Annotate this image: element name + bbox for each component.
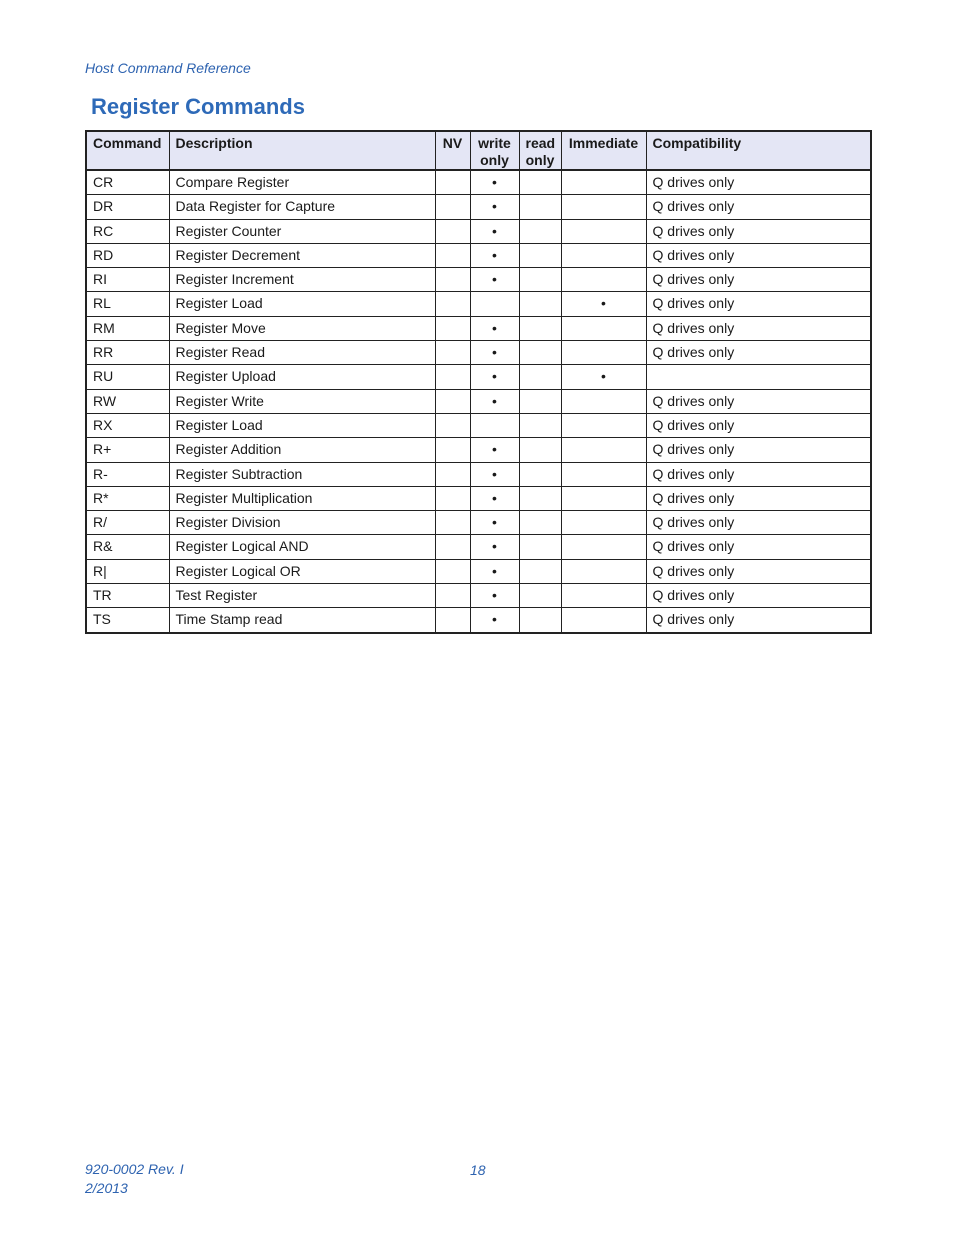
section-title: Register Commands: [91, 94, 305, 119]
cell-command: TS: [86, 608, 169, 633]
cell-command: RU: [86, 365, 169, 389]
cell-nv: [435, 535, 470, 559]
cell-command: R/: [86, 511, 169, 535]
cell-description: Register Decrement: [169, 243, 435, 267]
cell-read-only: [519, 195, 561, 219]
cell-compatibility: Q drives only: [646, 535, 871, 559]
cell-write-only: •: [470, 170, 519, 195]
cell-immediate: [561, 438, 646, 462]
cell-nv: [435, 195, 470, 219]
cell-nv: [435, 341, 470, 365]
cell-immediate: [561, 608, 646, 633]
cell-description: Register Move: [169, 316, 435, 340]
cell-compatibility: Q drives only: [646, 268, 871, 292]
column-header-write-only-line2: only: [480, 152, 509, 168]
cell-nv: [435, 389, 470, 413]
cell-description: Register Subtraction: [169, 462, 435, 486]
cell-read-only: [519, 535, 561, 559]
cell-command: RX: [86, 413, 169, 437]
cell-immediate: [561, 389, 646, 413]
cell-command: RL: [86, 292, 169, 316]
table-row: [86, 170, 871, 195]
cell-nv: [435, 486, 470, 510]
cell-compatibility: Q drives only: [646, 292, 871, 316]
cell-write-only: [470, 292, 519, 316]
table-row: [86, 486, 871, 510]
cell-command: R&: [86, 535, 169, 559]
cell-nv: [435, 292, 470, 316]
cell-nv: [435, 511, 470, 535]
cell-description: Register Division: [169, 511, 435, 535]
cell-command: TR: [86, 584, 169, 608]
cell-command: RD: [86, 243, 169, 267]
cell-immediate: [561, 195, 646, 219]
cell-nv: [435, 413, 470, 437]
cell-nv: [435, 608, 470, 633]
cell-immediate: [561, 268, 646, 292]
cell-write-only: •: [470, 268, 519, 292]
cell-compatibility: Q drives only: [646, 438, 871, 462]
cell-read-only: [519, 559, 561, 583]
cell-nv: [435, 365, 470, 389]
cell-nv: [435, 268, 470, 292]
table-row: [86, 219, 871, 243]
cell-command: DR: [86, 195, 169, 219]
cell-compatibility: Q drives only: [646, 195, 871, 219]
cell-compatibility: [646, 365, 871, 389]
column-header-read-only-line2: only: [525, 152, 555, 168]
cell-write-only: •: [470, 195, 519, 219]
cell-write-only: •: [470, 316, 519, 340]
cell-description: Register Logical AND: [169, 535, 435, 559]
cell-description: Register Increment: [169, 268, 435, 292]
register-commands-table: [85, 130, 872, 634]
table-row: [86, 413, 871, 437]
cell-nv: [435, 243, 470, 267]
table-row: [86, 195, 871, 219]
cell-compatibility: Q drives only: [646, 413, 871, 437]
cell-read-only: [519, 511, 561, 535]
cell-write-only: •: [470, 341, 519, 365]
cell-read-only: [519, 268, 561, 292]
cell-compatibility: Q drives only: [646, 486, 871, 510]
cell-write-only: •: [470, 511, 519, 535]
running-header: Host Command Reference: [85, 60, 251, 76]
cell-command: R+: [86, 438, 169, 462]
table-row: [86, 438, 871, 462]
table-row: [86, 559, 871, 583]
cell-compatibility: Q drives only: [646, 462, 871, 486]
cell-immediate: [561, 170, 646, 195]
cell-compatibility: Q drives only: [646, 389, 871, 413]
cell-write-only: •: [470, 389, 519, 413]
cell-immediate: [561, 219, 646, 243]
column-header-write-only: [470, 131, 519, 170]
cell-description: Register Load: [169, 413, 435, 437]
table-row: [86, 268, 871, 292]
cell-read-only: [519, 243, 561, 267]
cell-compatibility: Q drives only: [646, 170, 871, 195]
cell-description: Test Register: [169, 584, 435, 608]
cell-immediate: [561, 341, 646, 365]
cell-nv: [435, 170, 470, 195]
cell-compatibility: Q drives only: [646, 511, 871, 535]
table-row: [86, 316, 871, 340]
table-body: [86, 170, 871, 633]
table-row: [86, 584, 871, 608]
cell-nv: [435, 219, 470, 243]
column-header-nv: NV: [435, 131, 470, 170]
table-row: [86, 535, 871, 559]
cell-description: Data Register for Capture: [169, 195, 435, 219]
cell-command: RC: [86, 219, 169, 243]
cell-write-only: •: [470, 535, 519, 559]
table-row: [86, 462, 871, 486]
cell-description: Register Load: [169, 292, 435, 316]
table-row: [86, 365, 871, 389]
cell-command: RR: [86, 341, 169, 365]
cell-immediate: [561, 559, 646, 583]
cell-description: Register Logical OR: [169, 559, 435, 583]
column-header-write-only-line1: write: [478, 135, 511, 151]
cell-write-only: •: [470, 608, 519, 633]
cell-nv: [435, 316, 470, 340]
cell-write-only: •: [470, 559, 519, 583]
cell-command: R-: [86, 462, 169, 486]
cell-write-only: •: [470, 243, 519, 267]
column-header-compatibility: Compatibility: [646, 131, 871, 170]
cell-write-only: •: [470, 462, 519, 486]
cell-description: Compare Register: [169, 170, 435, 195]
cell-command: RM: [86, 316, 169, 340]
cell-read-only: [519, 584, 561, 608]
column-header-immediate: Immediate: [561, 131, 646, 170]
cell-write-only: •: [470, 219, 519, 243]
cell-immediate: [561, 413, 646, 437]
table-row: [86, 389, 871, 413]
table-row: [86, 341, 871, 365]
cell-write-only: [470, 413, 519, 437]
cell-compatibility: Q drives only: [646, 584, 871, 608]
cell-nv: [435, 559, 470, 583]
cell-command: RI: [86, 268, 169, 292]
column-header-read-only-line1: read: [525, 135, 556, 151]
cell-write-only: •: [470, 438, 519, 462]
cell-description: Register Multiplication: [169, 486, 435, 510]
cell-compatibility: Q drives only: [646, 608, 871, 633]
cell-nv: [435, 584, 470, 608]
cell-write-only: •: [470, 486, 519, 510]
table-row: [86, 243, 871, 267]
cell-immediate: [561, 316, 646, 340]
cell-write-only: •: [470, 365, 519, 389]
cell-command: R*: [86, 486, 169, 510]
cell-description: Register Write: [169, 389, 435, 413]
cell-compatibility: Q drives only: [646, 316, 871, 340]
cell-description: Register Counter: [169, 219, 435, 243]
cell-read-only: [519, 316, 561, 340]
cell-nv: [435, 462, 470, 486]
cell-description: Register Read: [169, 341, 435, 365]
cell-read-only: [519, 170, 561, 195]
cell-compatibility: Q drives only: [646, 559, 871, 583]
cell-read-only: [519, 413, 561, 437]
cell-read-only: [519, 389, 561, 413]
cell-read-only: [519, 292, 561, 316]
cell-compatibility: Q drives only: [646, 243, 871, 267]
cell-write-only: •: [470, 584, 519, 608]
cell-read-only: [519, 462, 561, 486]
footer-doc-number: 920-0002 Rev. I: [85, 1161, 184, 1177]
cell-read-only: [519, 219, 561, 243]
cell-read-only: [519, 365, 561, 389]
cell-read-only: [519, 486, 561, 510]
cell-compatibility: Q drives only: [646, 341, 871, 365]
cell-immediate: [561, 486, 646, 510]
cell-read-only: [519, 438, 561, 462]
cell-read-only: [519, 341, 561, 365]
footer-date: 2/2013: [85, 1180, 128, 1196]
cell-command: CR: [86, 170, 169, 195]
table-row: [86, 608, 871, 633]
cell-read-only: [519, 608, 561, 633]
cell-command: RW: [86, 389, 169, 413]
cell-compatibility: Q drives only: [646, 219, 871, 243]
column-header-command: Command: [86, 131, 169, 170]
column-header-description: Description: [169, 131, 435, 170]
cell-immediate: •: [561, 292, 646, 316]
cell-description: Register Addition: [169, 438, 435, 462]
cell-immediate: [561, 243, 646, 267]
cell-immediate: •: [561, 365, 646, 389]
cell-immediate: [561, 511, 646, 535]
table-header-row: [86, 131, 871, 170]
cell-command: R|: [86, 559, 169, 583]
table-row: [86, 292, 871, 316]
cell-description: Time Stamp read: [169, 608, 435, 633]
cell-immediate: [561, 535, 646, 559]
footer-page-number: 18: [470, 1162, 486, 1178]
cell-immediate: [561, 584, 646, 608]
footer-doc-info: [85, 1160, 184, 1198]
cell-immediate: [561, 462, 646, 486]
table-row: [86, 511, 871, 535]
cell-nv: [435, 438, 470, 462]
cell-description: Register Upload: [169, 365, 435, 389]
column-header-read-only: [519, 131, 561, 170]
